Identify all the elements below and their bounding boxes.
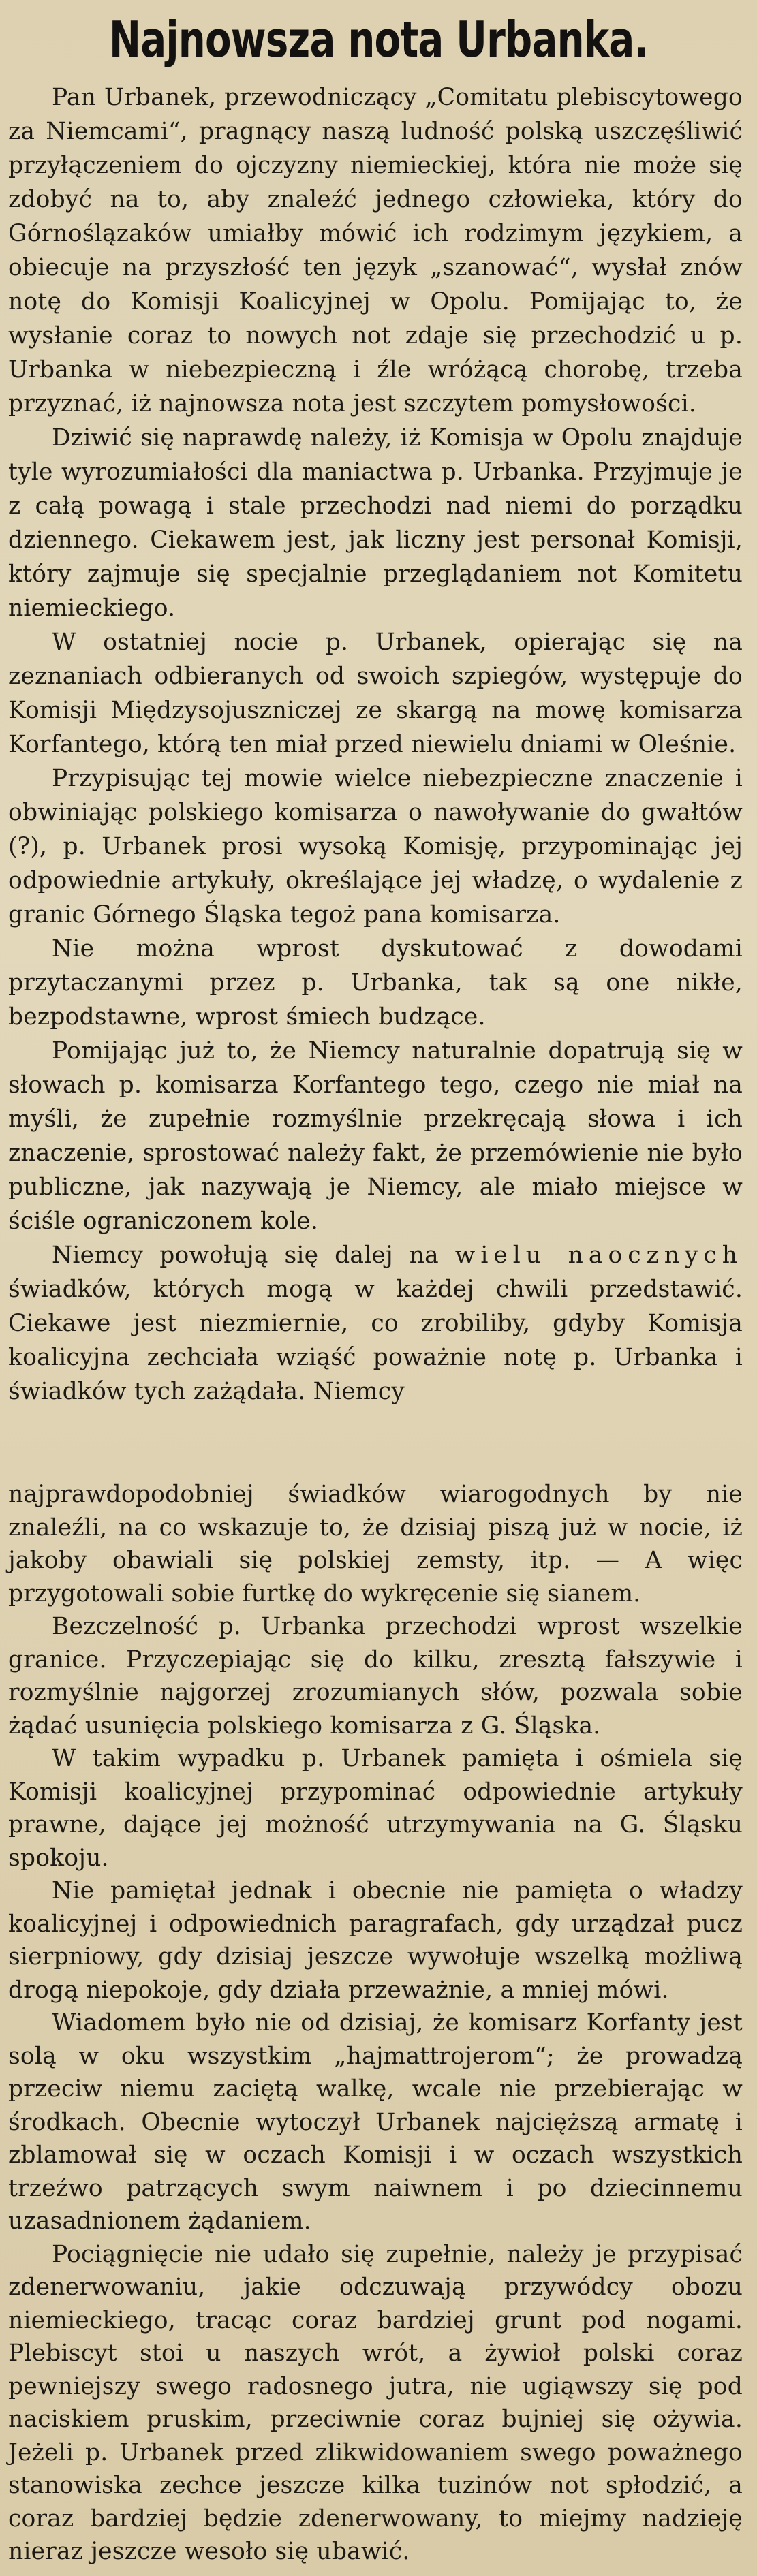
paragraph: Pociągnięcie nie udało się zupełnie, należy je przypisać zdenerwowaniu, jakie odczuwają przywódcy obozu niemieckiego, tracąc coraz bardziej grunt pod nogami. Plebiscyt stoi u naszych wrót, a żywioł polski coraz pewniejszy swego radosnego jutra, nie ugiąwszy się pod naciskiem pruskim, przeciwnie coraz bujniej się ożywia. Jeżeli p. Urbanek przed zlikwidowaniem swego poważnego stanowiska zechce jeszcze kilka tuzinów not spłodzić, a coraz bardziej będzie zdenerwowany, to miejmy nadzieję nieraz jeszcze wesoło się ubawić. [8, 2240, 743, 2565]
spaced-emphasis: wielu naocznych [454, 1242, 743, 1269]
paragraph: W takim wypadku p. Urbanek pamięta i ośmiela się Komisji koalicyjnej przypominać odpowiednie artykuły prawne, dające jej możność utrzymywania na G. Śląsku spokoju. [8, 1745, 743, 1872]
headline: Najnowsza nota Urbanka. [108, 11, 649, 68]
paragraph: Pan Urbanek, przewodniczący „Comitatu plebiscytowego za Niemcami“, pragnący naszą ludność polską uszczęśliwić przyłączeniem do ojczyzny niemieckiej, która nie może się zdobyć na to, aby znaleźć jednego człowieka, który do Górnoślązaków umiałby mówić ich rodzimym językiem, a obiecuje na przyszłość ten język „szanować“, wysłał znów notę do Komisji Koalicyjnej w Opolu. Pomijając to, że wysłanie coraz to nowych not zdaje się przechodzić u p. Urbanka w niebezpieczną i źle wróżącą chorobę, trzeba przyznać, iż najnowsza nota jest szczytem pomysłowości. [8, 84, 743, 418]
paragraph-witnesses [8, 1238, 743, 1409]
paragraph: Przypisując tej mowie wielce niebezpieczne znaczenie i obwiniając polskiego komisarza o nawoływanie do gwałtów (?), p. Urbanek prosi wysoką Komisję, przypominając jej odpowiednie artykuły, określające jej władzę, o wydalenie z granic Górnego Śląska tegoż pana komisarza. [8, 765, 743, 928]
paragraph-text: świadków, których mogą w każdej chwili przedstawić. Ciekawe jest niezmiernie, co zrobiliby, gdyby Komisja koalicyjna zechciała wziąść poważnie notę p. Urbanka i świadków tych zażądała. Niemcy [8, 1276, 743, 1405]
paragraph: Dziwić się naprawdę należy, iż Komisja w Opolu znajduje tyle wyrozumiałości dla maniactwa p. Urbanka. Przyjmuje je z całą powagą i stale przechodzi nad niemi do porządku dziennego. Ciekawem jest, jak liczny jest personał Komisji, który zajmuje się specjalnie przeglądaniem not Komitetu niemieckiego. [8, 424, 743, 622]
column-break [0, 1464, 757, 1466]
paragraph: Bezczelność p. Urbanka przechodzi wprost wszelkie granice. Przyczepiając się do kilku, zresztą fałszywie i rozmyślnie najgorzej zrozumianych słów, pozwala sobie żądać usunięcia polskiego komisarza z G. Śląska. [8, 1613, 743, 1740]
article-column-top [8, 80, 743, 1409]
paragraph: Nie pamiętał jednak i obecnie nie pamięta o władzy koalicyjnej i odpowiednich paragrafach, gdy urządzał pucz sierpniowy, gdy dzisiaj jeszcze wywołuje wszelką możliwą drogą niepokoje, gdy działa przeważnie, a mniej mówi. [8, 1877, 743, 2004]
paragraph: W ostatniej nocie p. Urbanek, opierając się na zeznaniach odbieranych od swoich szpiegów, występuje do Komisji Międzysojuszniczej ze skargą na mowę komisarza Korfantego, którą ten miał przed niewielu dniami w Oleśnie. [8, 629, 743, 758]
paragraph-continuation: najprawdopodobniej świadków wiarogodnych by nie znaleźli, na co wskazuje to, że dzisiaj piszą już w nocie, iż jakoby obawiali się polskiej zemsty, itp. — A więc przygotowali sobie furtkę do wykręcenie się sianem. [8, 1481, 743, 1607]
paragraph-text: Niemcy powołują się dalej na [52, 1242, 455, 1269]
article-column-bottom [8, 1478, 743, 2569]
paragraph: Nie można wprost dyskutować z dowodami przytaczanymi przez p. Urbanka, tak są one nikłe, bezpodstawne, wprost śmiech budzące. [8, 935, 743, 1031]
paragraph: Pomijając już to, że Niemcy naturalnie dopatrują się w słowach p. komisarza Korfantego tego, czego nie miał na myśli, że zupełnie rozmyślnie przekręcają słowa i ich znaczenie, sprostować należy fakt, że przemówienie nie było publiczne, jak nazywają je Niemcy, ale miało miejsce w ściśle ograniczonem kole. [8, 1037, 743, 1235]
paragraph: Wiadomem było nie od dzisiaj, że komisarz Korfanty jest solą w oku wszystkim „hajmattrojerom“; że prowadzą przeciw niemu zaciętą walkę, wcale nie przebierając w środkach. Obecnie wytoczył Urbanek najcięższą armatę i zblamował się w oczach Komisji i w oczach wszystkich trzeźwo patrzących swym naiwnem i po dziecinnemu uzasadnionem żądaniem. [8, 2009, 743, 2235]
